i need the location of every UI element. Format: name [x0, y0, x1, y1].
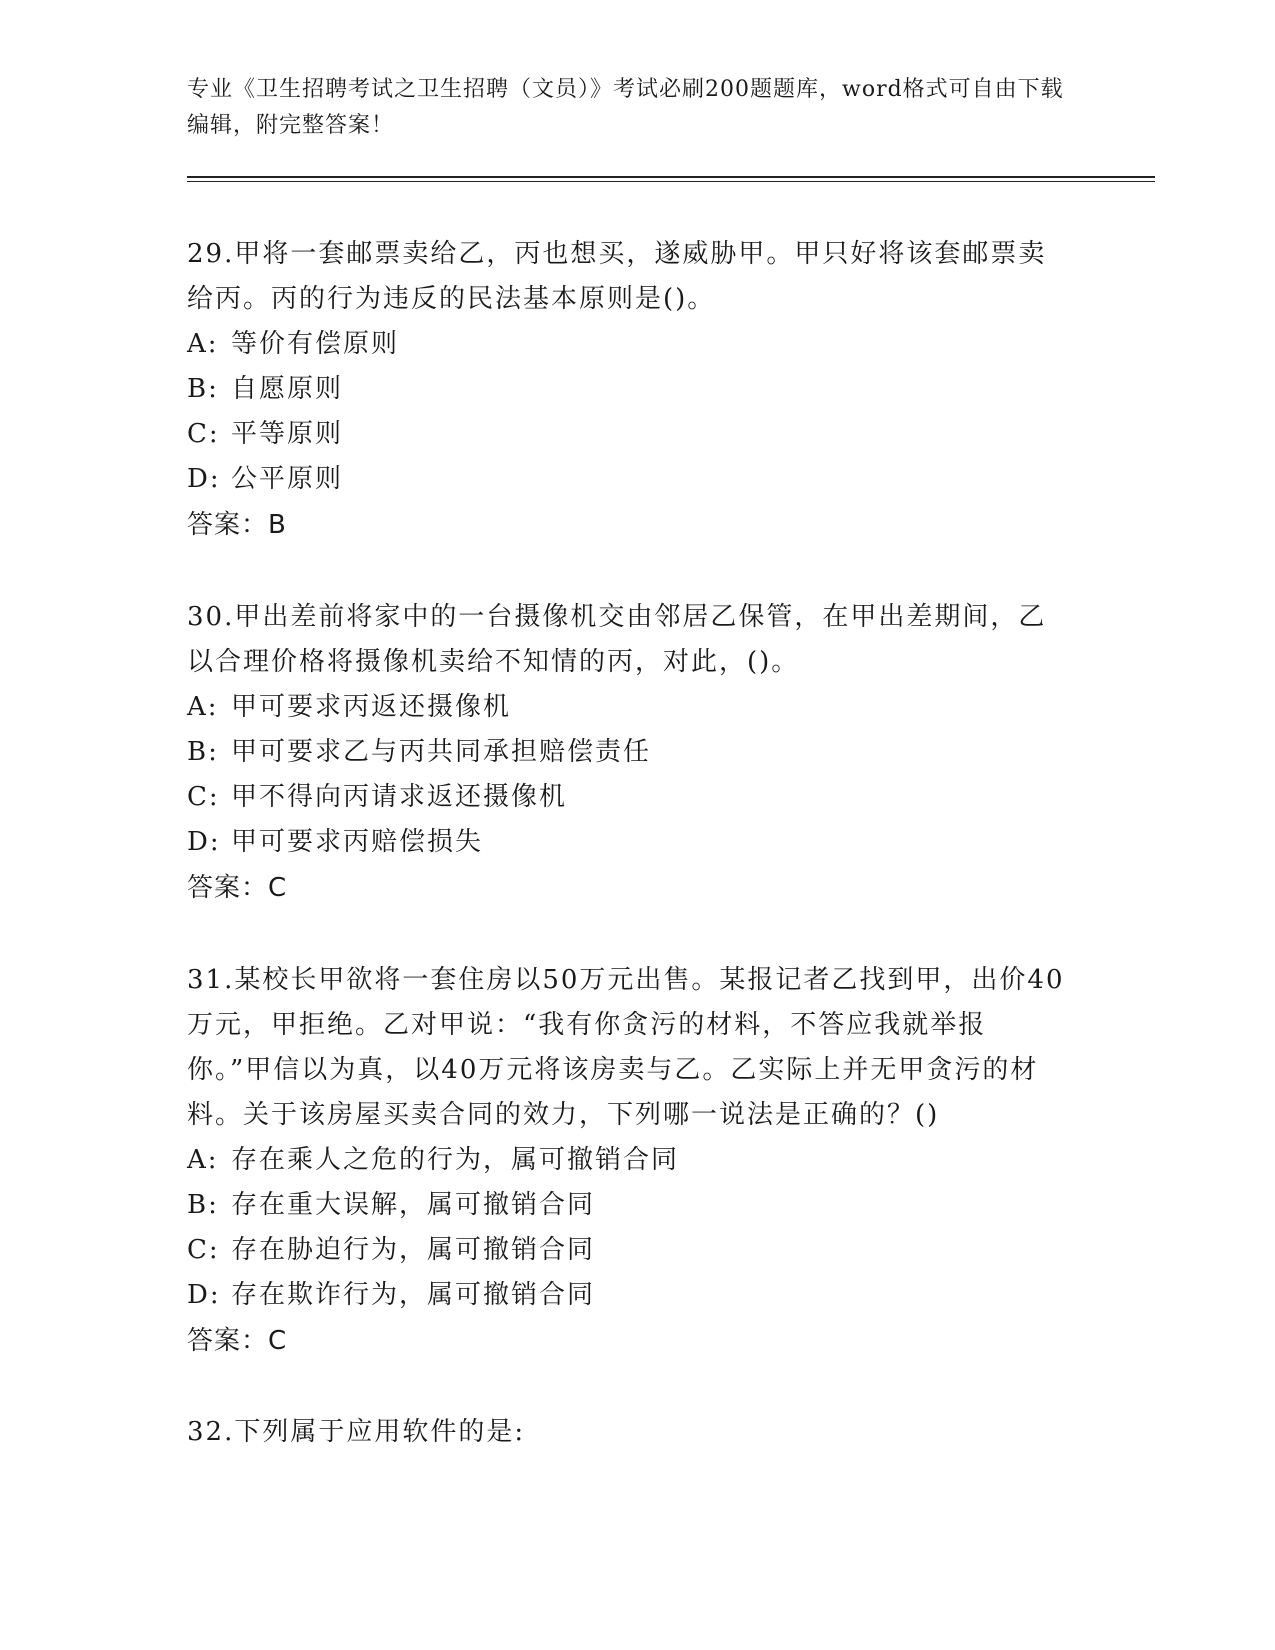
option-label: C: — [187, 419, 220, 449]
option-c — [187, 775, 1067, 820]
option-d — [187, 820, 1067, 865]
question-31 — [187, 958, 1067, 1364]
option-c — [187, 1228, 1067, 1273]
option-b — [187, 367, 1067, 412]
question-29 — [187, 232, 1067, 548]
option-text: 等价有偿原则 — [231, 329, 400, 359]
answer-line: 答案：C — [187, 873, 288, 903]
page-header: 专业《卫生招聘考试之卫生招聘（文员）》考试必刷200题题库，word格式可自由下载编辑，附完整答案！ — [187, 77, 1064, 138]
question-stem: 29.甲将一套邮票卖给乙，丙也想买，遂威胁甲。甲只好将该套邮票卖给丙。丙的行为违反的民法基本原则是()。 — [187, 239, 1047, 314]
header-divider — [187, 176, 1155, 182]
document-page — [187, 0, 1147, 1650]
option-text: 甲可要求丙返还摄像机 — [231, 692, 512, 722]
option-label: D: — [187, 464, 221, 494]
option-label: B: — [187, 737, 219, 767]
option-label: A: — [187, 329, 219, 359]
option-text: 自愿原则 — [231, 374, 344, 404]
option-b — [187, 1183, 1067, 1228]
option-text: 平等原则 — [231, 419, 344, 449]
question-stem: 31.某校长甲欲将一套住房以50万元出售。某报记者乙找到甲，出价40万元，甲拒绝。乙对甲说：“我有你贪污的材料，不答应我就举报你。”甲信以为真，以40万元将该房卖与乙。乙实际上并无甲贪污的材料。关于该房屋买卖合同的效力，下列哪一说法是正确的？() — [187, 965, 1065, 1130]
option-label: B: — [187, 374, 219, 404]
answer-line: 答案：B — [187, 510, 287, 540]
option-text: 甲可要求乙与丙共同承担赔偿责任 — [231, 737, 652, 767]
option-label: D: — [187, 1280, 221, 1310]
option-label: D: — [187, 827, 221, 857]
option-d — [187, 457, 1067, 502]
option-text: 存在乘人之危的行为，属可撤销合同 — [231, 1145, 680, 1175]
question-30 — [187, 595, 1067, 911]
answer-line: 答案：C — [187, 1326, 288, 1356]
question-stem: 32.下列属于应用软件的是: — [187, 1417, 526, 1447]
question-stem: 30.甲出差前将家中的一台摄像机交由邻居乙保管，在甲出差期间，乙以合理价格将摄像机卖给不知情的丙，对此，()。 — [187, 602, 1047, 677]
question-32 — [187, 1410, 1067, 1455]
option-label: C: — [187, 782, 220, 812]
option-b — [187, 730, 1067, 775]
option-text: 存在胁迫行为，属可撤销合同 — [231, 1235, 596, 1265]
option-a — [187, 685, 1067, 730]
option-c — [187, 412, 1067, 457]
option-d — [187, 1273, 1067, 1318]
option-label: A: — [187, 692, 219, 722]
option-text: 甲可要求丙赔偿损失 — [231, 827, 484, 857]
option-text: 公平原则 — [231, 464, 344, 494]
option-label: A: — [187, 1145, 219, 1175]
option-text: 甲不得向丙请求返还摄像机 — [231, 782, 568, 812]
option-text: 存在重大误解，属可撤销合同 — [231, 1190, 596, 1220]
option-text: 存在欺诈行为，属可撤销合同 — [231, 1280, 596, 1310]
option-label: C: — [187, 1235, 220, 1265]
option-a — [187, 1138, 1067, 1183]
option-a — [187, 322, 1067, 367]
option-label: B: — [187, 1190, 219, 1220]
